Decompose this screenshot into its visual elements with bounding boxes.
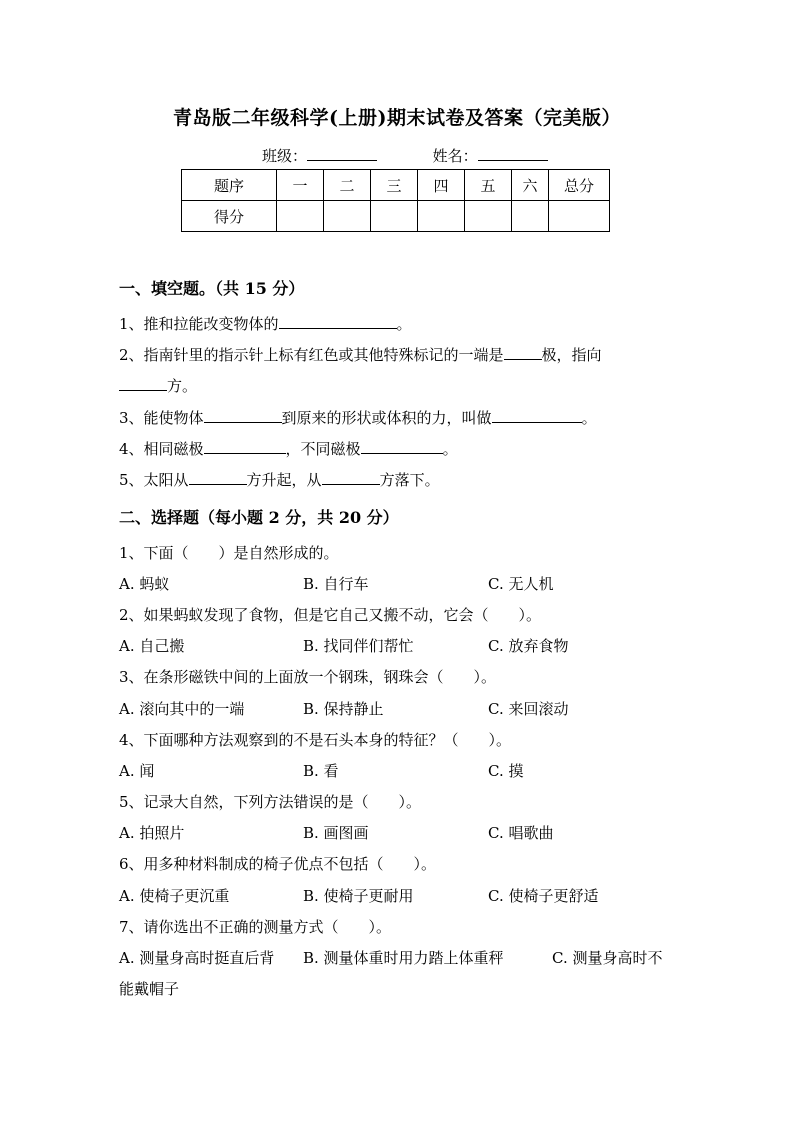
fill-question-2-continued: 方。	[119, 375, 197, 396]
header-cell: 题序	[182, 170, 277, 201]
fill-question-1: 1、推和拉能改变物体的 。	[119, 315, 412, 333]
score-cell[interactable]	[549, 201, 610, 232]
choice-question-7-stem: 7、请你选出不正确的测量方式（ ）。	[119, 918, 392, 936]
header-cell: 一	[277, 170, 324, 201]
option-a[interactable]: A. 闻	[119, 762, 155, 780]
score-table	[181, 169, 610, 232]
answer-blank[interactable]	[189, 470, 247, 485]
header-cell: 六	[512, 170, 549, 201]
option-b[interactable]: B. 自行车	[303, 575, 369, 593]
class-blank	[307, 146, 377, 161]
answer-blank[interactable]	[119, 376, 167, 391]
choice-question-2-stem: 2、如果蚂蚁发现了食物，但是它自己又搬不动，它会（ ）。	[119, 606, 542, 624]
answer-blank[interactable]	[361, 439, 443, 454]
score-table-score-row	[182, 201, 610, 232]
fill-question-2: 2、指南针里的指示针上标有红色或其他特殊标记的一端是 极，指向	[119, 346, 602, 364]
class-label: 班级：	[262, 147, 308, 165]
option-c-continuation: 能戴帽子	[119, 980, 180, 998]
choice-question-6-stem: 6、用多种材料制成的椅子优点不包括（ ）。	[119, 855, 437, 873]
option-a[interactable]: A. 拍照片	[119, 824, 185, 842]
section2-heading: 二、选择题（每小题 2 分，共 20 分）	[119, 508, 399, 527]
option-a[interactable]: A. 测量身高时挺直后背	[119, 949, 275, 967]
answer-blank[interactable]	[322, 470, 380, 485]
option-a[interactable]: A. 使椅子更沉重	[119, 887, 230, 905]
header-cell: 四	[418, 170, 465, 201]
score-cell[interactable]	[324, 201, 371, 232]
header-cell: 总分	[549, 170, 610, 201]
name-blank	[478, 146, 548, 161]
choice-question-4-stem: 4、下面哪种方法观察到的不是石头本身的特征？（ ）。	[119, 731, 512, 749]
option-c[interactable]: C. 放弃食物	[488, 637, 569, 655]
answer-blank[interactable]	[504, 345, 542, 360]
answer-blank[interactable]	[492, 408, 582, 423]
score-table-header-row	[182, 170, 610, 201]
option-b[interactable]: B. 画图画	[303, 824, 369, 842]
student-info-row	[262, 145, 548, 166]
fill-question-4: 4、相同磁极 ，不同磁极 。	[119, 440, 458, 458]
score-cell[interactable]	[465, 201, 512, 232]
option-a[interactable]: A. 自己搬	[119, 637, 185, 655]
header-cell: 二	[324, 170, 371, 201]
page-title: 青岛版二年级科学(上册)期末试卷及答案（完美版）	[173, 107, 621, 129]
header-cell: 三	[371, 170, 418, 201]
score-cell[interactable]	[418, 201, 465, 232]
option-c[interactable]: C. 唱歌曲	[488, 824, 554, 842]
score-cell[interactable]	[512, 201, 549, 232]
answer-blank[interactable]	[279, 314, 397, 329]
choice-question-5-stem: 5、记录大自然，下列方法错误的是（ ）。	[119, 793, 422, 811]
option-b[interactable]: B. 测量体重时用力踏上体重秤	[303, 949, 504, 967]
score-cell[interactable]	[277, 201, 324, 232]
option-c[interactable]: C. 摸	[488, 762, 524, 780]
option-c[interactable]: C. 使椅子更舒适	[488, 887, 599, 905]
option-b[interactable]: B. 保持静止	[303, 700, 384, 718]
option-b[interactable]: B. 找同伴们帮忙	[303, 637, 414, 655]
answer-blank[interactable]	[204, 439, 286, 454]
option-b[interactable]: B. 看	[303, 762, 339, 780]
option-c[interactable]: C. 测量身高时不	[552, 949, 663, 967]
score-cell[interactable]	[371, 201, 418, 232]
section1-heading: 一、填空题。（共 15 分）	[119, 279, 305, 298]
name-label: 姓名：	[432, 147, 478, 165]
header-cell: 五	[465, 170, 512, 201]
choice-question-1-stem: 1、下面（ ）是自然形成的。	[119, 544, 339, 562]
row-label-cell: 得分	[182, 201, 277, 232]
answer-blank[interactable]	[204, 408, 282, 423]
option-c[interactable]: C. 来回滚动	[488, 700, 569, 718]
option-b[interactable]: B. 使椅子更耐用	[303, 887, 414, 905]
fill-question-5: 5、太阳从 方升起，从 方落下。	[119, 471, 440, 489]
option-c[interactable]: C. 无人机	[488, 575, 554, 593]
choice-question-3-stem: 3、在条形磁铁中间的上面放一个钢珠，钢珠会（ ）。	[119, 668, 497, 686]
option-a[interactable]: A. 滚向其中的一端	[119, 700, 245, 718]
option-a[interactable]: A. 蚂蚁	[119, 575, 170, 593]
fill-question-3: 3、能使物体 到原来的形状或体积的力，叫做 。	[119, 409, 597, 427]
